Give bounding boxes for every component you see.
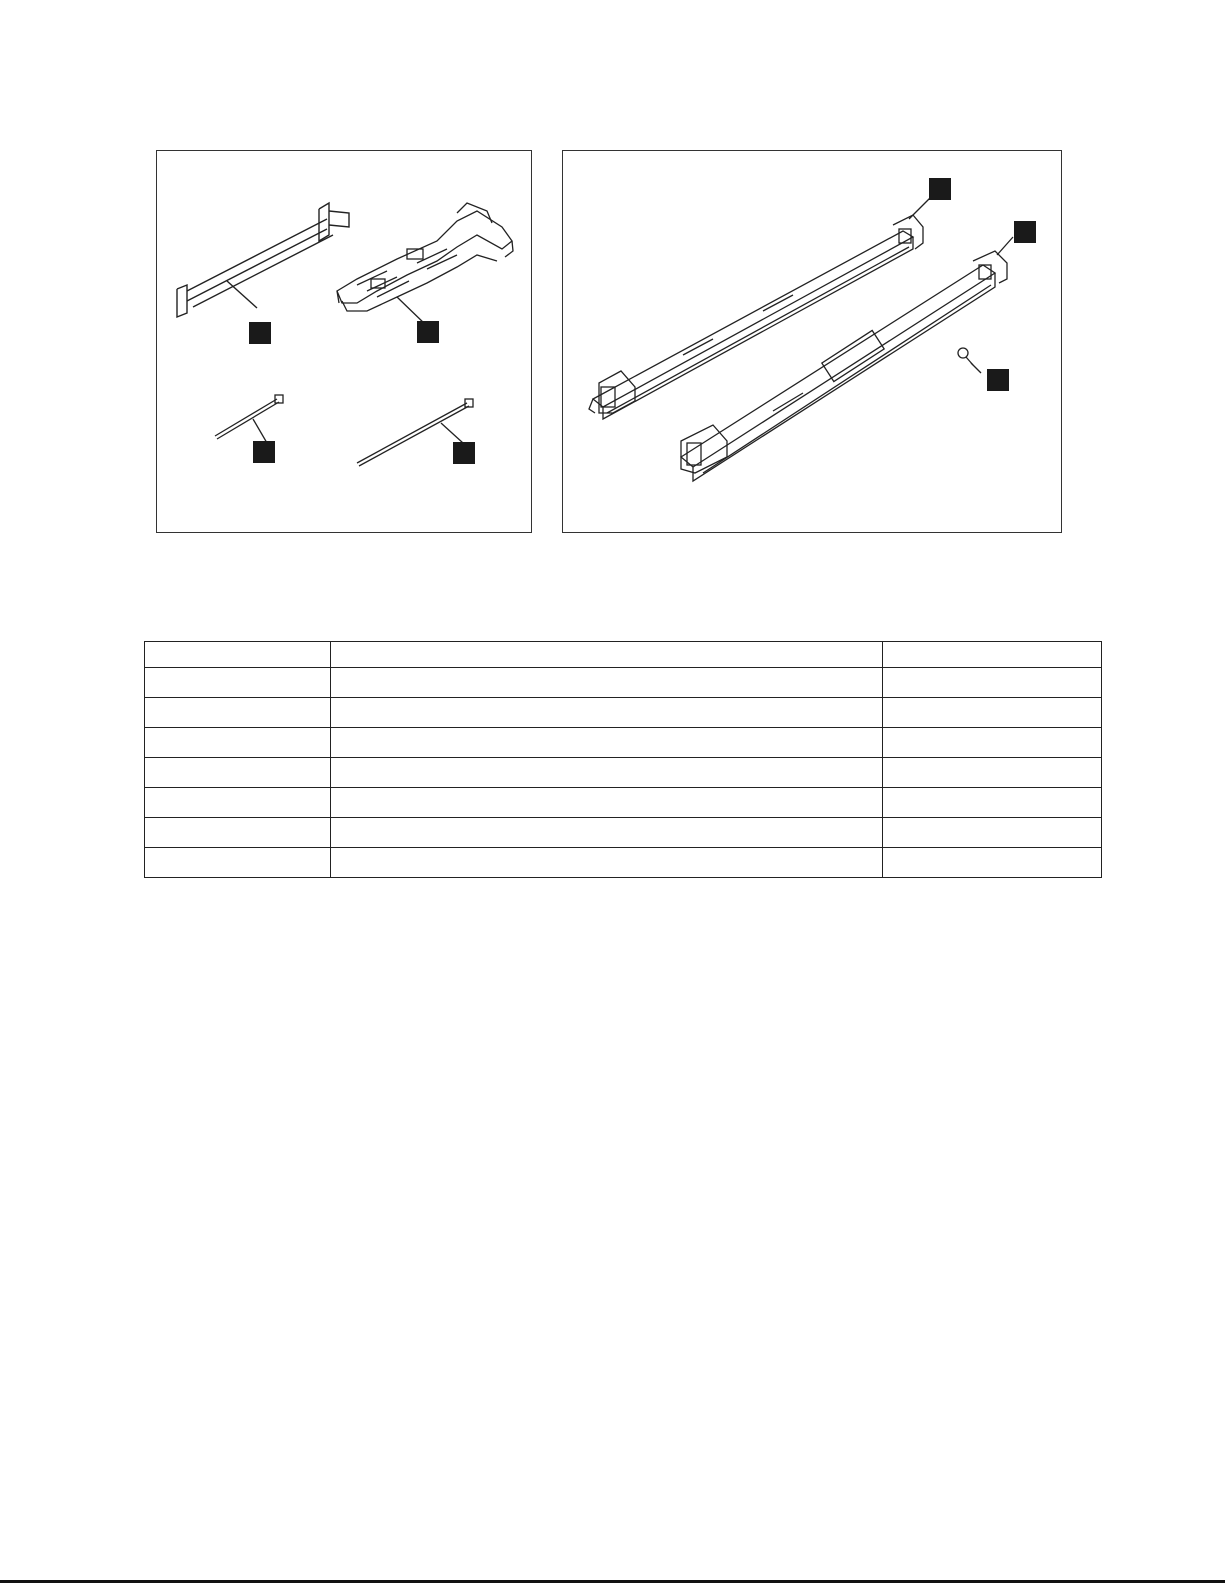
callout-marker-5: [929, 178, 951, 200]
screw-drawing: [958, 348, 981, 373]
table-cell: [883, 642, 1102, 668]
left-slide-rail-drawing: [589, 197, 931, 419]
table-cell: [883, 818, 1102, 848]
figure-panel-left: [156, 150, 532, 533]
table-cell: [145, 818, 331, 848]
table-row: [145, 848, 1102, 878]
table-cell: [331, 642, 883, 668]
cable-management-arm-drawing: [337, 203, 513, 326]
table-cell: [331, 698, 883, 728]
right-panel-illustration: [563, 151, 1063, 534]
table-cell: [145, 668, 331, 698]
table-cell: [331, 848, 883, 878]
table-cell: [145, 848, 331, 878]
callout-marker-2: [417, 321, 439, 343]
table-row: [145, 698, 1102, 728]
support-bracket-drawing: [177, 203, 349, 317]
table-cell: [145, 698, 331, 728]
table-cell: [331, 728, 883, 758]
table-cell: [145, 728, 331, 758]
table-cell: [145, 642, 331, 668]
table-cell: [883, 788, 1102, 818]
parts-list-table: [144, 641, 1102, 878]
table-cell: [883, 698, 1102, 728]
table-cell: [145, 758, 331, 788]
table-row: [145, 728, 1102, 758]
page-bottom-rule: [0, 1580, 1225, 1583]
callout-marker-7: [987, 369, 1009, 391]
table-cell: [331, 788, 883, 818]
table-cell: [145, 788, 331, 818]
table-cell: [331, 758, 883, 788]
callout-marker-3: [253, 441, 275, 463]
table-cell: [883, 728, 1102, 758]
short-cable-tie-drawing: [215, 395, 283, 443]
table-cell: [883, 668, 1102, 698]
callout-marker-1: [249, 322, 271, 344]
table-row: [145, 818, 1102, 848]
left-panel-illustration: [157, 151, 533, 534]
table-row: [145, 758, 1102, 788]
table-cell: [331, 818, 883, 848]
callout-marker-4: [453, 442, 475, 464]
table-header-row: [145, 642, 1102, 668]
figure-panel-right: [562, 150, 1062, 533]
callout-marker-6: [1014, 221, 1036, 243]
table-row: [145, 788, 1102, 818]
table-row: [145, 668, 1102, 698]
table-cell: [883, 848, 1102, 878]
table-cell: [883, 758, 1102, 788]
table-cell: [331, 668, 883, 698]
